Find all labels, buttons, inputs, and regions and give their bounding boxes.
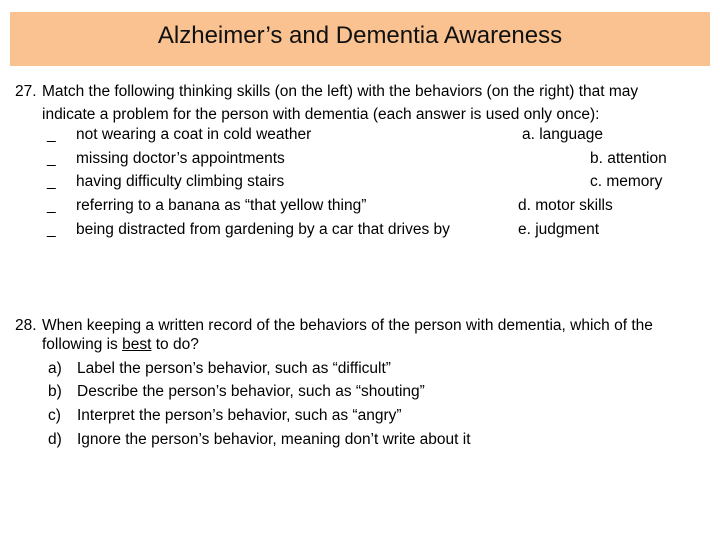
option-text: Describe the person’s behavior, such as “shouting” bbox=[77, 383, 425, 400]
skill-option: b. attention bbox=[590, 150, 667, 167]
option-letter: d) bbox=[48, 431, 62, 448]
option-letter: b) bbox=[48, 383, 62, 400]
behavior-text: referring to a banana as “that yellow thing” bbox=[76, 197, 367, 214]
answer-blank: _ bbox=[47, 173, 56, 190]
skill-option: c. memory bbox=[590, 173, 663, 190]
skill-option: a. language bbox=[522, 126, 604, 143]
question-text-line-2: indicate a problem for the person with dementia (each answer is used only once): bbox=[42, 106, 600, 123]
title-banner bbox=[10, 12, 710, 66]
answer-blank: _ bbox=[47, 221, 56, 238]
emphasized-word: best bbox=[122, 336, 152, 353]
option-letter: c) bbox=[48, 407, 61, 424]
question-text-line-1: Match the following thinking skills (on the left) with the behaviors (on the right) that may bbox=[42, 83, 639, 100]
behavior-text: being distracted from gardening by a car that drives by bbox=[76, 221, 450, 238]
skill-option: d. motor skills bbox=[518, 197, 613, 214]
answer-blank: _ bbox=[47, 197, 56, 214]
answer-blank: _ bbox=[47, 126, 56, 143]
question-text-post: to do? bbox=[151, 336, 199, 353]
page-title: Alzheimer’s and Dementia Awareness bbox=[157, 22, 563, 49]
option-letter: a) bbox=[48, 360, 62, 377]
behavior-text: missing doctor’s appointments bbox=[76, 150, 285, 167]
answer-blank: _ bbox=[47, 150, 56, 167]
question-number: 27. bbox=[15, 83, 37, 100]
question-text-line-1: When keeping a written record of the behaviors of the person with dementia, which of the bbox=[42, 317, 653, 334]
behavior-text: having difficulty climbing stairs bbox=[76, 173, 285, 190]
option-text: Label the person’s behavior, such as “difficult” bbox=[77, 360, 391, 377]
skill-option: e. judgment bbox=[518, 221, 599, 238]
question-number: 28. bbox=[15, 317, 37, 334]
behavior-text: not wearing a coat in cold weather bbox=[76, 126, 312, 143]
option-text: Interpret the person’s behavior, such as “angry” bbox=[77, 407, 402, 424]
question-text-pre: following is bbox=[42, 336, 123, 353]
question-text-line-2 bbox=[42, 333, 199, 357]
option-text: Ignore the person’s behavior, meaning don’t write about it bbox=[77, 431, 471, 448]
